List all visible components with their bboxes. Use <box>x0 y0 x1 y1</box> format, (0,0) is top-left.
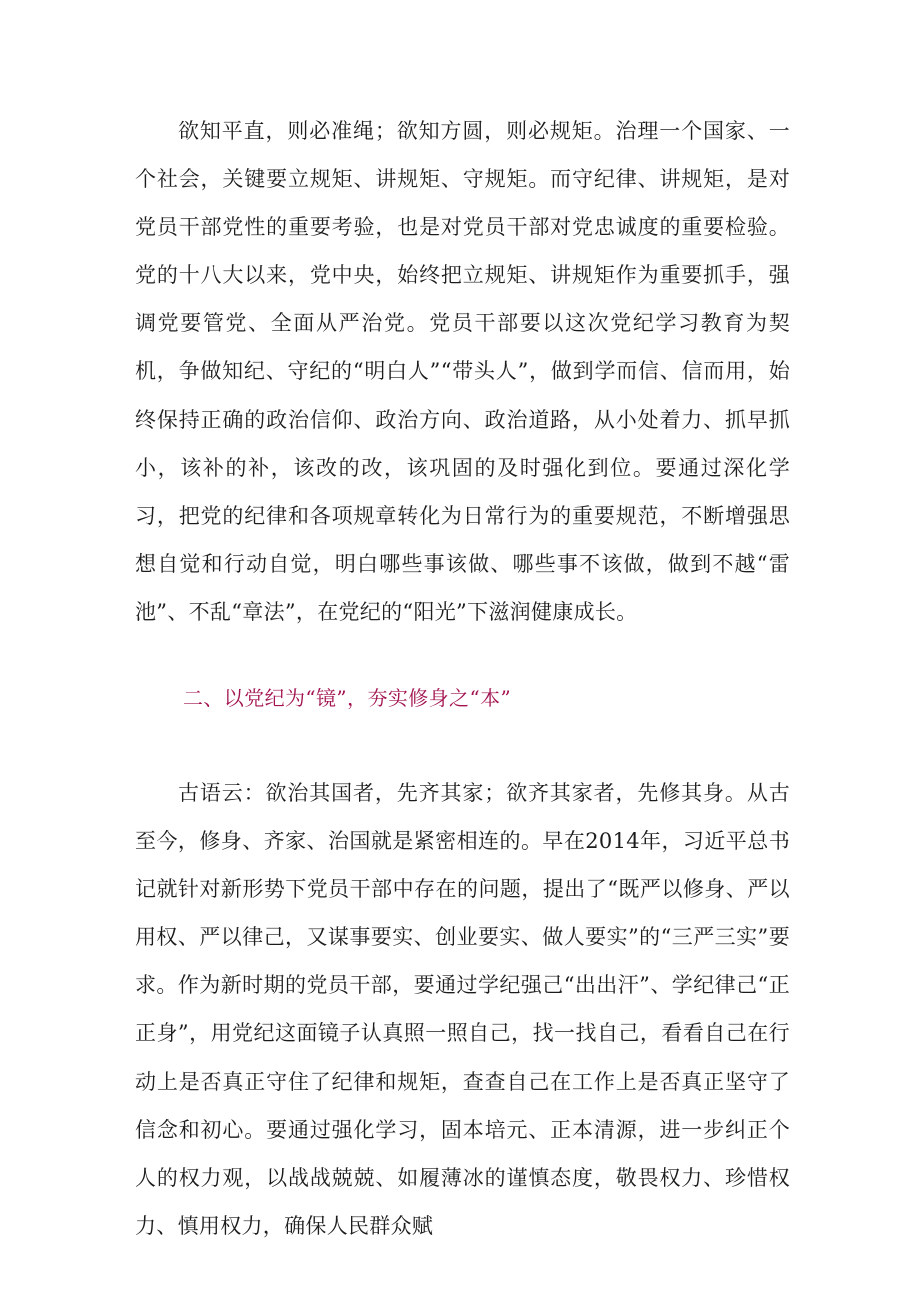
body-paragraph: 欲知平直，则必准绳；欲知方圆，则必规矩。治理一个国家、一个社会，关键要立规矩、讲规矩、守规矩。而守纪律、讲规矩，是对党员干部党性的重要考验，也是对党员干部对党忠诚度的重要检验。党的十八大以来，党中央，始终把立规矩、讲规矩作为重要抓手，强调党要管党、全面从严治党。党员干部要以这次党纪学习教育为契机，争做知纪、守纪的“明白人”“带头人”，做到学而信、信而用，始终保持正确的政治信仰、政治方向、政治道路，从小处着力、抓早抓小，该补的补，该改的改，该巩固的及时强化到位。要通过深化学习，把党的纪律和各项规章转化为日常行为的重要规范，不断增强思想自觉和行动自觉，明白哪些事该做、哪些事不该做，做到不越“雷池”、不乱“章法”，在党纪的“阳光”下滋润健康成长。 <box>135 119 790 624</box>
section-heading: 二、以党纪为“镜”，夯实修身之“本” <box>183 686 512 710</box>
body-paragraph: 古语云：欲治其国者，先齐其家；欲齐其家者，先修其身。从古至今，修身、齐家、治国就是紧密相连的。早在2014年，习近平总书记就针对新形势下党员干部中存在的问题，提出了“既严以修身、严以用权、严以律己，又谋事要实、创业要实、做人要实”的“三严三实”要求。作为新时期的党员干部，要通过学纪强己“出出汗”、学纪律己“正正身”，用党纪这面镜子认真照一照自己，找一找自己，看看自己在行动上是否真正守住了纪律和规矩，查查自己在工作上是否真正坚守了信念和初心。要通过强化学习，固本培元、正本清源，进一步纠正个人的权力观，以战战兢兢、如履薄冰的谨慎态度，敬畏权力、珍惜权力、慎用权力，确保人民群众赋 <box>135 781 790 1238</box>
